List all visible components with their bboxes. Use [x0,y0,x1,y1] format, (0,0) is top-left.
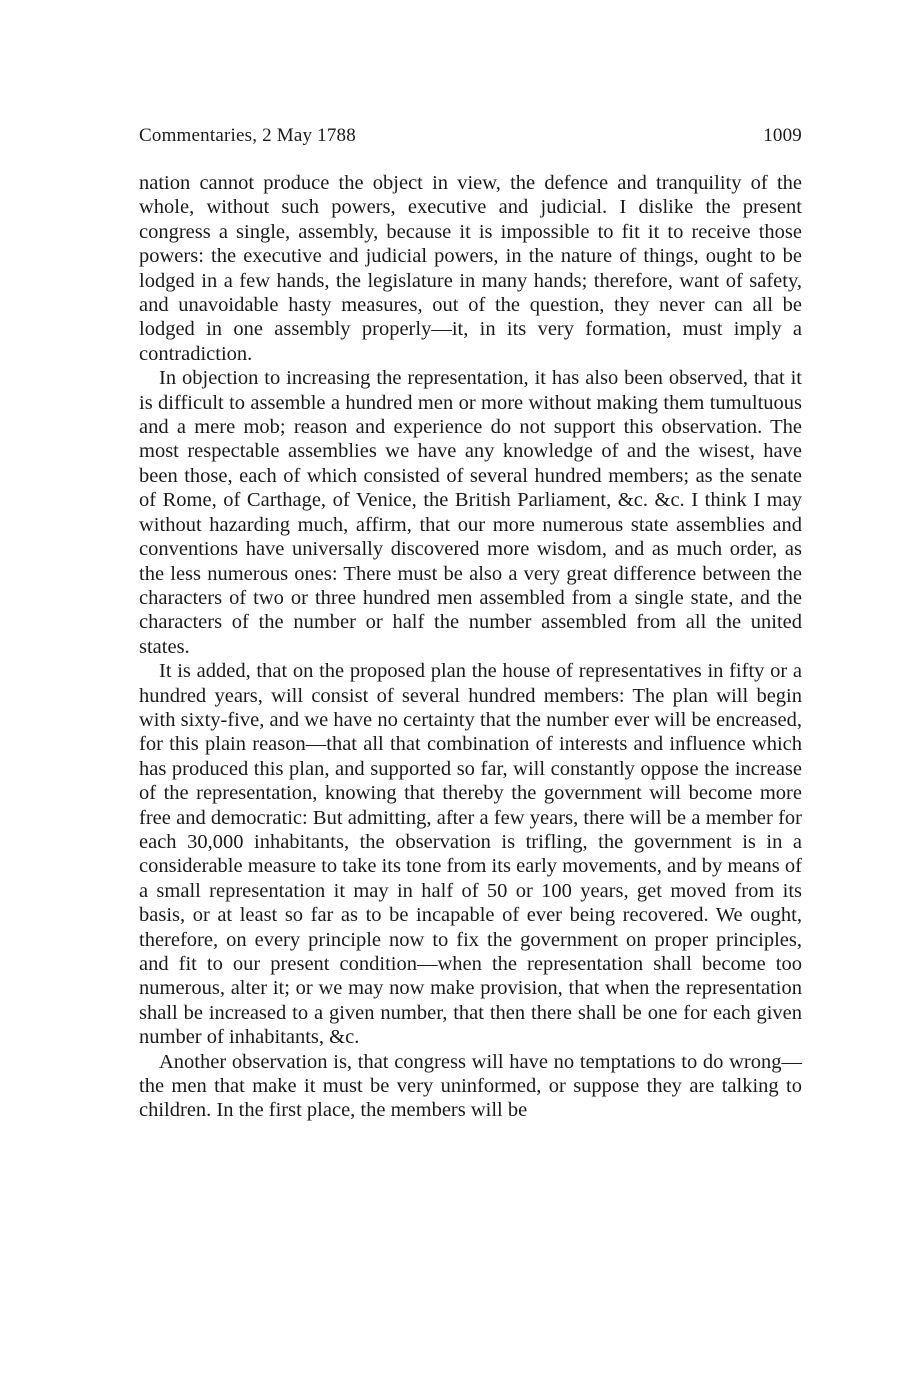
body-text [139,171,802,1123]
page-number: 1009 [763,125,802,146]
document-page [139,118,802,1123]
paragraph: Another observation is, that congress will have no temptations to do wrong—the men that make it must be very uninformed, or suppose they are talking to children. In the first place, the members will be [139,1050,802,1122]
paragraph: It is added, that on the proposed plan the house of representatives in fifty or a hundred years, will consist of several hundred members: The plan will begin with sixty-five, and we have no certainty that the number ever will be encreased, for this plain reason—that all that combination of interests and influence which has produced this plan, and supported so far, will constantly oppose the increase of the representation, knowing that thereby the government will become more free and democratic: But admitting, after a few years, there will be a member for each 30,000 inhabitants, the observation is trifling, the government is in a considerable measure to take its tone from its early movements, and by means of a small representation it may in half of 50 or 100 years, get moved from its basis, or at least so far as to be incapable of ever being recovered. We ought, therefore, on every principle now to fix the government on proper principles, and fit to our present condition—when the representation shall become too numerous, alter it; or we may now make provision, that when the representation shall be increased to a given number, that then there shall be one for each given number of inhabitants, &c. [139,660,802,1049]
running-head: Commentaries, 2 May 1788 [139,125,356,146]
paragraph-continued: nation cannot produce the object in view, the defence and tranquility of the whole, without such powers, executive and judicial. I dislike the present congress a single, assembly, because it is impossible to fit it to receive those powers: the executive and judicial powers, in the nature of things, ought to be lodged in a few hands, the legislature in many hands; therefore, want of safety, and unavoidable hasty measures, out of the question, they never can all be lodged in one assembly properly—it, in its very formation, must imply a contradiction. [139,172,802,365]
paragraph: In objection to increasing the representation, it has also been observed, that it is difficult to assemble a hundred men or more without making them tumultuous and a mere mob; reason and experience do not support this observation. The most respectable assemblies we have any knowledge of and the wisest, have been those, each of which consisted of several hundred members; as the senate of Rome, of Carthage, of Venice, the British Parliament, &c. &c. I think I may without hazarding much, affirm, that our more numerous state assemblies and conventions have universally discovered more wisdom, and as much order, as the less numerous ones: There must be also a very great difference between the characters of two or three hundred men assembled from a single state, and the characters of the number or half the number assembled from all the united states. [139,367,802,658]
page-header [139,118,802,154]
